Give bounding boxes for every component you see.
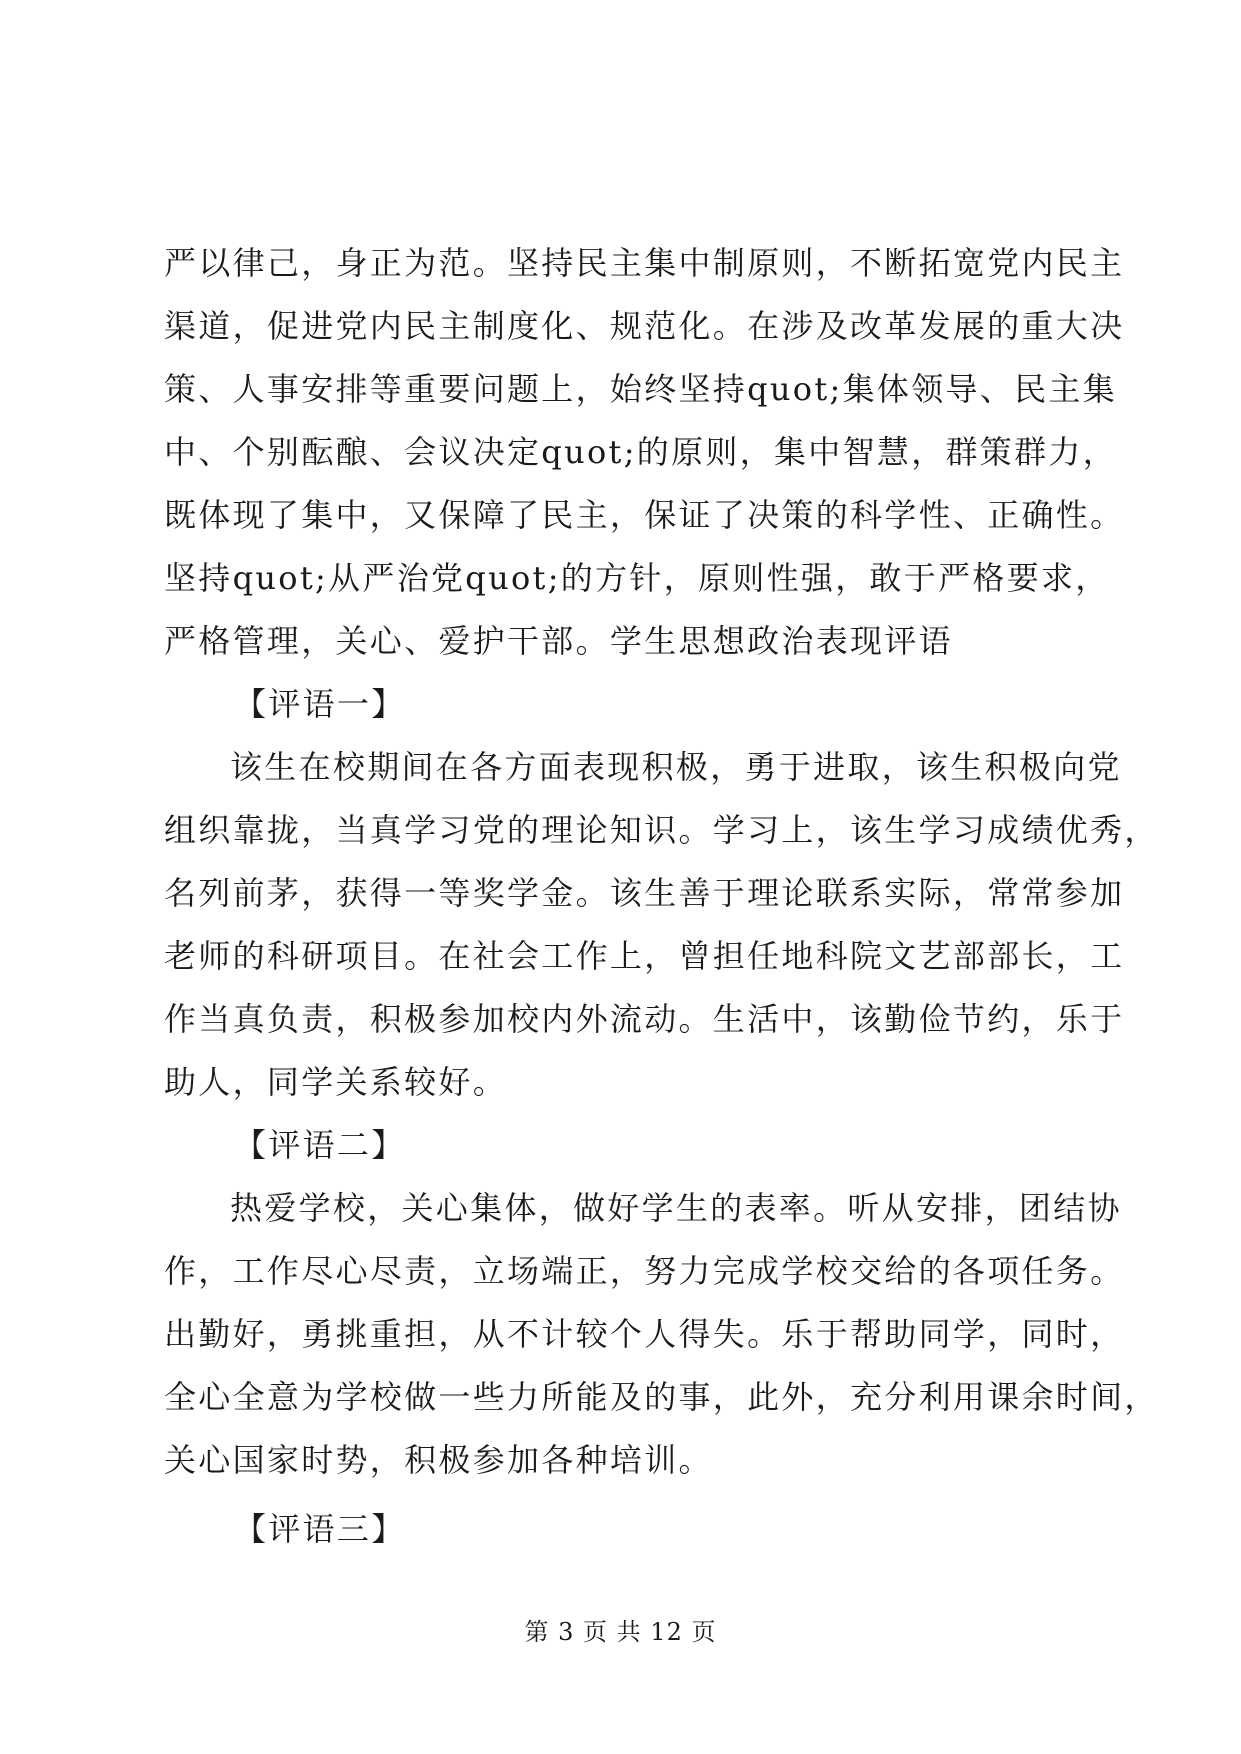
body-line: 出勤好，勇挑重担，从不计较个人得失。乐于帮助同学，同时，: [164, 1315, 1125, 1353]
body-line: 名列前茅，获得一等奖学金。该生善于理论联系实际，常常参加: [164, 874, 1125, 912]
body-line: 助人，同学关系较好。: [164, 1063, 508, 1101]
document-body: [164, 232, 1159, 1561]
body-line: 渠道，促进党内民主制度化、规范化。在涉及改革发展的重大决: [164, 307, 1125, 345]
body-line: 全心全意为学校做一些力所能及的事，此外，充分利用课余时间，: [164, 1378, 1159, 1416]
body-line: 老师的科研项目。在社会工作上，曾担任地科院文艺部部长，工: [164, 937, 1125, 975]
body-line: 作当真负责，积极参加校内外流动。生活中，该勤俭节约，乐于: [164, 1000, 1125, 1038]
body-line: 策、人事安排等重要问题上，始终坚持quot;集体领导、民主集: [164, 370, 1118, 408]
page-footer: [0, 1612, 1241, 1647]
body-line: 热爱学校，关心集体，做好学生的表率。听从安排，团结协: [230, 1189, 1122, 1227]
body-line: 严格管理，关心、爱护干部。学生思想政治表现评语: [164, 622, 953, 660]
body-line: 该生在校期间在各方面表现积极，勇于进取，该生积极向党: [230, 748, 1122, 786]
section-heading: 【评语二】: [234, 1126, 406, 1164]
body-line: 关心国家时势，积极参加各种培训。: [164, 1441, 713, 1479]
page-number-label: 第 3 页 共 12 页: [524, 1618, 717, 1646]
body-line: 作，工作尽心尽责，立场端正，努力完成学校交给的各项任务。: [164, 1252, 1125, 1290]
body-line: 既体现了集中，又保障了民主，保证了决策的科学性、正确性。: [164, 496, 1125, 534]
body-line: 严以律己，身正为范。坚持民主集中制原则，不断拓宽党内民主: [164, 244, 1125, 282]
body-line: 坚持quot;从严治党quot;的方针，原则性强，敢于严格要求，: [164, 559, 1110, 597]
section-heading: 【评语一】: [234, 685, 406, 723]
body-line: 中、个别酝酿、会议决定quot;的原则，集中智慧，群策群力，: [164, 433, 1118, 471]
section-heading: 【评语三】: [234, 1510, 406, 1548]
body-line: 组织靠拢，当真学习党的理论知识。学习上，该生学习成绩优秀，: [164, 811, 1159, 849]
